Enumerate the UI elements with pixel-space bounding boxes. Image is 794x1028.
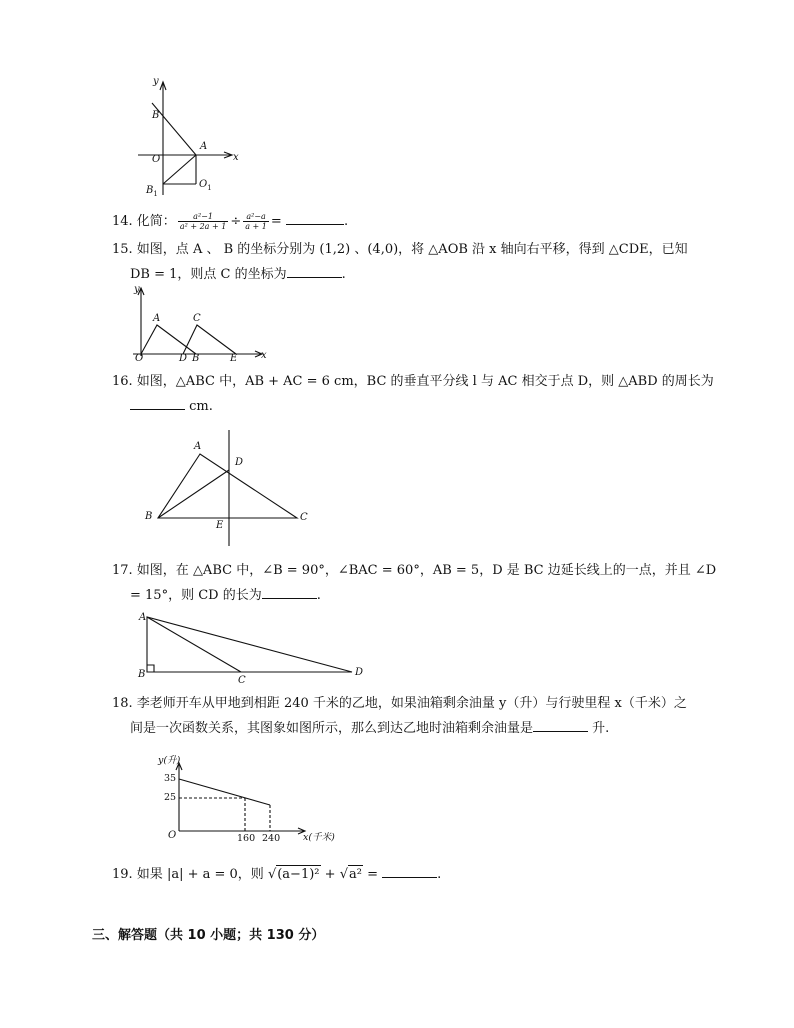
fig15-label-C: C bbox=[193, 313, 201, 324]
fig13-label-x: x bbox=[233, 152, 239, 163]
fig15-label-B: B bbox=[192, 353, 200, 364]
q14-fraction-2: $\frac{\text{a²−a}}{a + 1}$ bbox=[245, 212, 267, 231]
q14-end: . bbox=[343, 214, 349, 229]
fig16-label-D: D bbox=[235, 457, 244, 468]
fig15-label-E: E bbox=[230, 353, 238, 364]
q15-line2: DB = 1，则点 C 的坐标为 . bbox=[130, 267, 346, 282]
fig17-label-B: B bbox=[138, 669, 146, 680]
fig13-label-A: A bbox=[200, 141, 208, 152]
fig17-label-D: D bbox=[355, 667, 364, 678]
q14-prefix: 14. 化简： bbox=[112, 214, 176, 229]
fig18-tick-160: 160 bbox=[237, 833, 256, 844]
fig15-label-x: x bbox=[261, 350, 267, 361]
fig17-label-C: C bbox=[238, 675, 246, 686]
question-19: 19. 如果 |a| + a = 0，则 √(a−1)² + √a² = . bbox=[112, 867, 442, 882]
fig18-label-y-axis: y(升) bbox=[158, 755, 181, 766]
q19-sqrt-2: √a² bbox=[339, 867, 362, 882]
q14-div: ÷ bbox=[230, 214, 242, 229]
fig16-label-B: B bbox=[145, 511, 153, 522]
fig16-label-A: A bbox=[194, 441, 202, 452]
q17-line2: = 15°，则 CD 的长为 . bbox=[130, 588, 321, 603]
fig18-tick-25: 25 bbox=[164, 792, 177, 803]
fig18-tick-240: 240 bbox=[262, 833, 281, 844]
q19-sqrt-1: √(a−1)² bbox=[267, 867, 320, 882]
fig16-label-C: C bbox=[300, 512, 308, 523]
fig13-label-O1: $O_1$ bbox=[199, 179, 212, 192]
fig17-label-A: A bbox=[139, 612, 147, 623]
q14-eq: = bbox=[270, 214, 282, 229]
q16-line1: 16. 如图，△ABC 中，AB + AC = 6 cm，BC 的垂直平分线 l 与 AC 相交于点 D，则 △ABD 的周长为 bbox=[112, 374, 714, 389]
fig15-label-D: D bbox=[179, 353, 188, 364]
fig16-label-E: E bbox=[216, 520, 224, 531]
fig15-label-y: y bbox=[134, 284, 140, 295]
fig13-label-O: O bbox=[152, 154, 161, 165]
fig18-tick-35: 35 bbox=[164, 773, 177, 784]
fig18-label-O: O bbox=[168, 830, 177, 841]
q18-line1: 18. 李老师开车从甲地到相距 240 千米的乙地，如果油箱剩余油量 y（升）与行驶里程 x（千米）之 bbox=[112, 696, 687, 711]
fig15-label-O: O bbox=[135, 353, 144, 364]
fig13-label-B: B bbox=[152, 110, 160, 121]
fig13-label-B1: $B_1$ bbox=[146, 185, 158, 198]
q16-line2: cm. bbox=[130, 397, 213, 416]
fig18-graph-line bbox=[179, 779, 270, 805]
q15-line1: 15. 如图，点 A 、 B 的坐标分别为 (1,2) 、(4,0)，将 △AOB 沿 x 轴向右平移，得到 △CDE，已知 bbox=[112, 242, 688, 257]
q18-line2: 间是一次函数关系，其图象如图所示，那么到达乙地时油箱剩余油量是 升. bbox=[130, 721, 610, 736]
q14-fraction-1: $\frac{\text{a²−1}}{\text{a² + 2a + 1}}$ bbox=[179, 212, 227, 231]
fig18-label-x-axis: x(千米) bbox=[303, 832, 335, 843]
section-3-heading: 三、解答题（共 10 小题；共 130 分） bbox=[92, 928, 325, 943]
q17-line1: 17. 如图，在 △ABC 中，∠B = 90°，∠BAC = 60°，AB = 5，D 是 BC 边延长线上的一点，并且 ∠D bbox=[112, 563, 717, 578]
q19-answer-blank[interactable] bbox=[382, 865, 437, 878]
fig15-label-A: A bbox=[153, 313, 161, 324]
fig13-label-y: y bbox=[153, 76, 159, 87]
